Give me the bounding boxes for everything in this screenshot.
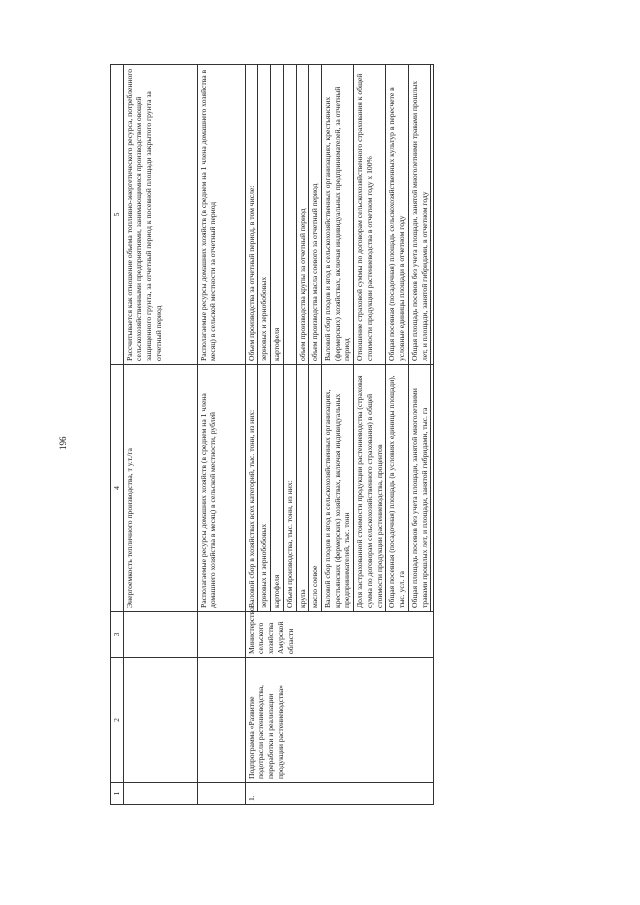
header-cell-1: 1 [111, 783, 124, 805]
cell-indicator: Валовой сбор в хозяйствах всех категорий, тыс. тонн, из них: [245, 365, 258, 612]
cell-method: Рассчитывается как отношение объема топливно-энергетического ресурса, потребленного сельскохозяйственными предприятиями, занимающимися производством овощей защищенного грунта, за отчетный период к посевной площади закрытого грунта за отчетный период [123, 65, 197, 365]
subprogram-responsible: Министерство сельского хозяйства Амурской области [245, 612, 434, 658]
cell-indicator: крупа [296, 365, 309, 612]
table-row [123, 65, 197, 805]
cell-name [197, 658, 245, 783]
cell-indicator: картофеля [271, 365, 284, 612]
cell-indicator: Валовой сбор плодов и ягод в сельскохозяйственных организациях, крестьянских (фермерских) хозяйствах, включая индивидуальных предпринимателей, тыс. тонн [322, 365, 354, 612]
cell-indicator: Располагаемые ресурсы домашних хозяйств (в среднем на 1 члена домашнего хозяйства в месяц) в сельской местности, рублей [197, 365, 245, 612]
cell-name [123, 658, 197, 783]
subprogram-name: Подпрограмма «Развитие подотрасли растениеводства, переработки и реализации продукции растениеводства» [245, 658, 434, 783]
rotated-table-container [110, 65, 530, 805]
header-cell-2: 2 [111, 658, 124, 783]
cell-method: Располагаемые ресурсы домашних хозяйств (в среднем на 1 члена домашнего хозяйства в месяц) в сельской местности за отчетный период [197, 65, 245, 365]
cell-method [283, 65, 296, 365]
cell-indicator: зерновых и зернобобовых [258, 365, 271, 612]
cell-indicator: масло соевое [309, 365, 322, 612]
cell-responsible [197, 612, 245, 658]
cell-responsible [123, 612, 197, 658]
indicators-table [110, 64, 434, 805]
cell-method: объем производства масла соевого за отчетный период [309, 65, 322, 365]
cell-indicator: Объем производства, тыс. тонн, из них: [283, 365, 296, 612]
cell-method: Валовой сбор плодов и ягод в сельскохозяйственных организациях, крестьянских (фермерских) хозяйствах, включая индивидуальных предпринимателей, за отчетный период [322, 65, 354, 365]
cell-method: картофеля [271, 65, 284, 365]
cell-method: объем производства крупы за отчетный период [296, 65, 309, 365]
cell-indicator: Общая посевная (посадочная) площадь (в условиях единицы площади), тыс. усл. га [386, 365, 408, 612]
cell-indicator: Энергоемкость тепличного производства, т у.т./га [123, 365, 197, 612]
cell-method: Объем производства за отчетный период, в том числе: [245, 65, 258, 365]
header-row [111, 65, 124, 805]
cell-method: зерновых и зернобобовых [258, 65, 271, 365]
cell-method: Общая площадь посевов без учета площади, занятой многолетними травами прошлых лет, и площади, занятой гибридами, в отчетном году [408, 65, 430, 365]
header-cell-4: 4 [111, 365, 124, 612]
cell-indicator: Доля застрахованной стоимости продукции растениеводства (страховая сумма по договорам сельскохозяйственного страхования) в общей стоимости продукции растениеводства, процентов [354, 365, 386, 612]
cell-indicator: Общая площадь посевов без учета площади, занятой многолетними травами прошлых лет, и площади, занятой гибридами, тыс. га [408, 365, 430, 612]
table-row [197, 65, 245, 805]
cell-method [431, 65, 434, 365]
header-cell-5: 5 [111, 65, 124, 365]
cell-indicator [431, 365, 434, 612]
cell-method: Общая посевная (посадочная) площадь сельскохозяйственных культур в пересчете в условные единицы площади в отчетном году [386, 65, 408, 365]
subprogram-number: 1. [245, 783, 434, 805]
header-cell-3: 3 [111, 612, 124, 658]
table-row [245, 65, 258, 805]
cell-method: Отношение страховой суммы по договорам сельскохозяйственного страхования к общей стоимости продукции растениеводства в отчетном году х 100% [354, 65, 386, 365]
page-number: 196 [58, 436, 68, 450]
cell-number [123, 783, 197, 805]
cell-number [197, 783, 245, 805]
